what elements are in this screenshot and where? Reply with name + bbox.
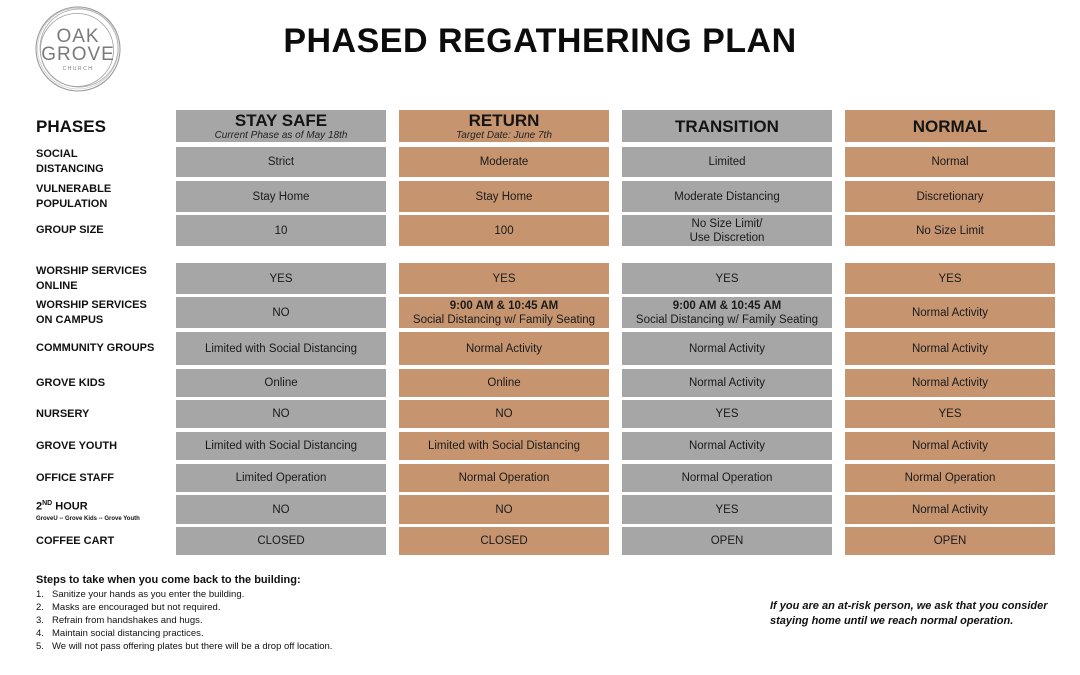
row-label-line: OFFICE STAFF <box>36 471 115 484</box>
cell-line: YES <box>715 503 739 516</box>
step-number: 1. <box>36 589 44 600</box>
row-label <box>36 464 174 492</box>
table-cell <box>622 527 832 555</box>
row-label-line: POPULATION <box>36 197 108 210</box>
cell-line: NO <box>272 503 290 516</box>
step-item <box>36 601 496 614</box>
row-label <box>36 297 174 328</box>
cell-line: NO <box>495 408 513 420</box>
cell-line: Stay Home <box>475 190 533 203</box>
step-number: 3. <box>36 615 44 626</box>
table-cell <box>176 527 386 555</box>
table-cell <box>176 215 386 246</box>
cell-line: 100 <box>494 224 514 237</box>
cell-line: Online <box>264 377 298 389</box>
table-cell <box>399 297 609 328</box>
cell-line: Normal Operation <box>904 472 996 484</box>
table-cell <box>399 527 609 555</box>
cell-line: OPEN <box>710 535 744 547</box>
row-label <box>36 147 174 177</box>
table-cell <box>399 181 609 212</box>
cell-line: Normal Activity <box>911 342 989 355</box>
table-cell <box>622 432 832 460</box>
table-cell <box>399 263 609 294</box>
table-cell <box>845 400 1055 428</box>
phase-header-normal <box>845 110 1055 142</box>
step-text: We will not pass offering plates but there will be a drop off location. <box>52 641 333 652</box>
cell-line: Limited with Social Distancing <box>204 342 358 355</box>
row-label-line: ONLINE <box>36 279 78 292</box>
table-cell <box>399 495 609 524</box>
cell-line: Social Distancing w/ Family Seating <box>635 313 819 326</box>
table-cell <box>845 181 1055 212</box>
table-cell <box>622 263 832 294</box>
cell-line: Online <box>487 377 521 389</box>
cell-line: CLOSED <box>257 535 305 547</box>
table-cell <box>845 527 1055 555</box>
cell-line: Normal Activity <box>911 503 989 516</box>
row-label-line: DISTANCING <box>36 163 104 175</box>
cell-line: Normal Operation <box>681 472 773 484</box>
cell-line: YES <box>715 408 739 420</box>
cell-line: Stay Home <box>252 190 310 203</box>
table-cell <box>845 495 1055 524</box>
cell-line: Limited <box>708 156 746 168</box>
cell-line: Normal Activity <box>465 342 543 355</box>
cell-line: Use Discretion <box>689 231 765 244</box>
cell-line: Normal <box>931 156 969 168</box>
table-cell <box>399 332 609 365</box>
row-label <box>36 332 174 365</box>
table-cell <box>399 147 609 177</box>
row-label-line: ON CAMPUS <box>36 313 104 326</box>
cell-line: Normal Activity <box>688 440 766 452</box>
table-cell <box>399 432 609 460</box>
cell-line: Moderate Distancing <box>674 190 780 203</box>
row-label <box>36 181 174 212</box>
step-item <box>36 640 496 653</box>
table-cell <box>845 263 1055 294</box>
row-label <box>36 215 174 246</box>
cell-line: NO <box>272 408 290 420</box>
table-cell <box>845 147 1055 177</box>
row-label-line: GROVE KIDS <box>36 376 106 389</box>
cell-line: Limited with Social Distancing <box>427 440 581 452</box>
table-cell <box>176 432 386 460</box>
table-cell <box>176 332 386 365</box>
phase-name: TRANSITION <box>675 116 779 136</box>
step-number: 2. <box>36 602 44 613</box>
row-label-line: VULNERABLE <box>36 182 112 195</box>
table-cell <box>176 400 386 428</box>
steps-section <box>36 573 496 653</box>
table-cell <box>176 464 386 492</box>
row-label-line: WORSHIP SERVICES <box>36 264 147 277</box>
cell-line: No Size Limit <box>916 224 984 237</box>
row-label <box>36 369 174 397</box>
logo-line-church: CHURCH <box>62 66 94 72</box>
cell-line: YES <box>938 408 962 420</box>
table-cell <box>622 400 832 428</box>
table-cell <box>845 215 1055 246</box>
row-label-line: COMMUNITY GROUPS <box>36 342 155 354</box>
cell-line: Normal Activity <box>688 342 766 355</box>
row-label-line: GROVE YOUTH <box>36 439 118 452</box>
table-cell <box>176 369 386 397</box>
table-cell <box>622 181 832 212</box>
cell-line: YES <box>715 272 739 285</box>
cell-line: OPEN <box>933 535 967 547</box>
table-cell <box>399 369 609 397</box>
step-number: 4. <box>36 628 44 639</box>
table-cell <box>622 147 832 177</box>
cell-line: Moderate <box>479 156 529 168</box>
cell-line: NO <box>272 306 290 319</box>
table-cell <box>176 495 386 524</box>
table-cell <box>845 369 1055 397</box>
row-label-line: NURSERY <box>36 407 90 420</box>
table-cell <box>176 263 386 294</box>
cell-line: No Size Limit/ <box>691 217 763 230</box>
table-cell <box>176 147 386 177</box>
phase-header-return <box>399 110 609 142</box>
logo-line-grove: GROVE <box>41 44 115 65</box>
cell-line: Strict <box>267 156 295 168</box>
table-cell <box>399 400 609 428</box>
table-cell <box>622 495 832 524</box>
table-cell <box>622 297 832 328</box>
phases-label: PHASES <box>36 116 106 136</box>
cell-line: Social Distancing w/ Family Seating <box>412 313 596 326</box>
step-number: 5. <box>36 641 44 652</box>
table-cell <box>622 332 832 365</box>
row-label-line: WORSHIP SERVICES <box>36 298 147 311</box>
cell-line: Discretionary <box>916 190 984 203</box>
cell-line: NO <box>495 503 513 516</box>
row-label-line: 2ND HOUR <box>36 500 88 513</box>
step-text: Masks are encouraged but not required. <box>52 602 221 613</box>
phase-header-transition <box>622 110 832 142</box>
cell-line: Normal Activity <box>688 377 766 389</box>
row-label <box>36 432 174 460</box>
cell-line: Limited Operation <box>235 472 327 484</box>
table-cell <box>399 464 609 492</box>
table-cell <box>845 332 1055 365</box>
phase-name: RETURN <box>468 110 540 130</box>
cell-line: 9:00 AM & 10:45 AM <box>449 299 559 312</box>
table-cell <box>399 215 609 246</box>
cell-line: 10 <box>274 224 288 237</box>
row-label-line: COFFEE CART <box>36 534 115 547</box>
row-label-line: GROUP SIZE <box>36 224 104 236</box>
table-cell <box>622 369 832 397</box>
step-text: Refrain from handshakes and hugs. <box>52 615 203 626</box>
phase-subtitle: Current Phase as of May 18th <box>214 129 348 141</box>
table-cell <box>622 464 832 492</box>
cell-line: Normal Activity <box>911 306 989 319</box>
steps-title: Steps to take when you come back to the building: <box>36 574 301 586</box>
cell-line: Normal Activity <box>911 440 989 452</box>
table-cell <box>622 215 832 246</box>
step-item <box>36 588 496 601</box>
table-cell <box>176 181 386 212</box>
ordinal-superscript: ND <box>42 500 53 508</box>
at-risk-note: If you are an at-risk person, we ask that you consider staying home until we reach normal operation. <box>770 600 1048 627</box>
row-label <box>36 263 174 294</box>
table-cell <box>176 297 386 328</box>
row-label <box>36 400 174 428</box>
cell-line: YES <box>492 272 516 285</box>
cell-line: Normal Activity <box>911 377 989 389</box>
row-label <box>36 527 174 555</box>
cell-line: Limited with Social Distancing <box>204 440 358 452</box>
cell-line: YES <box>938 272 962 285</box>
row-label-line: SOCIAL <box>36 148 78 160</box>
phase-subtitle: Target Date: June 7th <box>456 129 552 141</box>
logo-line-oak: OAK <box>56 26 100 47</box>
table-cell <box>845 297 1055 328</box>
step-item <box>36 614 496 627</box>
step-item <box>36 627 496 640</box>
phase-name: STAY SAFE <box>234 110 328 130</box>
step-text: Maintain social distancing practices. <box>52 628 204 639</box>
cell-line: Normal Operation <box>458 472 550 484</box>
table-cell <box>845 464 1055 492</box>
row-sublabel: GroveU -- Grove Kids -- Grove Youth <box>36 515 140 522</box>
row-label <box>36 495 174 524</box>
cell-line: CLOSED <box>480 535 528 547</box>
phase-name: NORMAL <box>912 116 988 136</box>
step-text: Sanitize your hands as you enter the building. <box>52 589 245 600</box>
cell-line: YES <box>269 272 293 285</box>
phase-header-stay-safe <box>176 110 386 142</box>
cell-line: 9:00 AM & 10:45 AM <box>672 299 782 312</box>
steps-list <box>36 588 496 653</box>
table-cell <box>845 432 1055 460</box>
page-title: PHASED REGATHERING PLAN <box>283 22 797 60</box>
